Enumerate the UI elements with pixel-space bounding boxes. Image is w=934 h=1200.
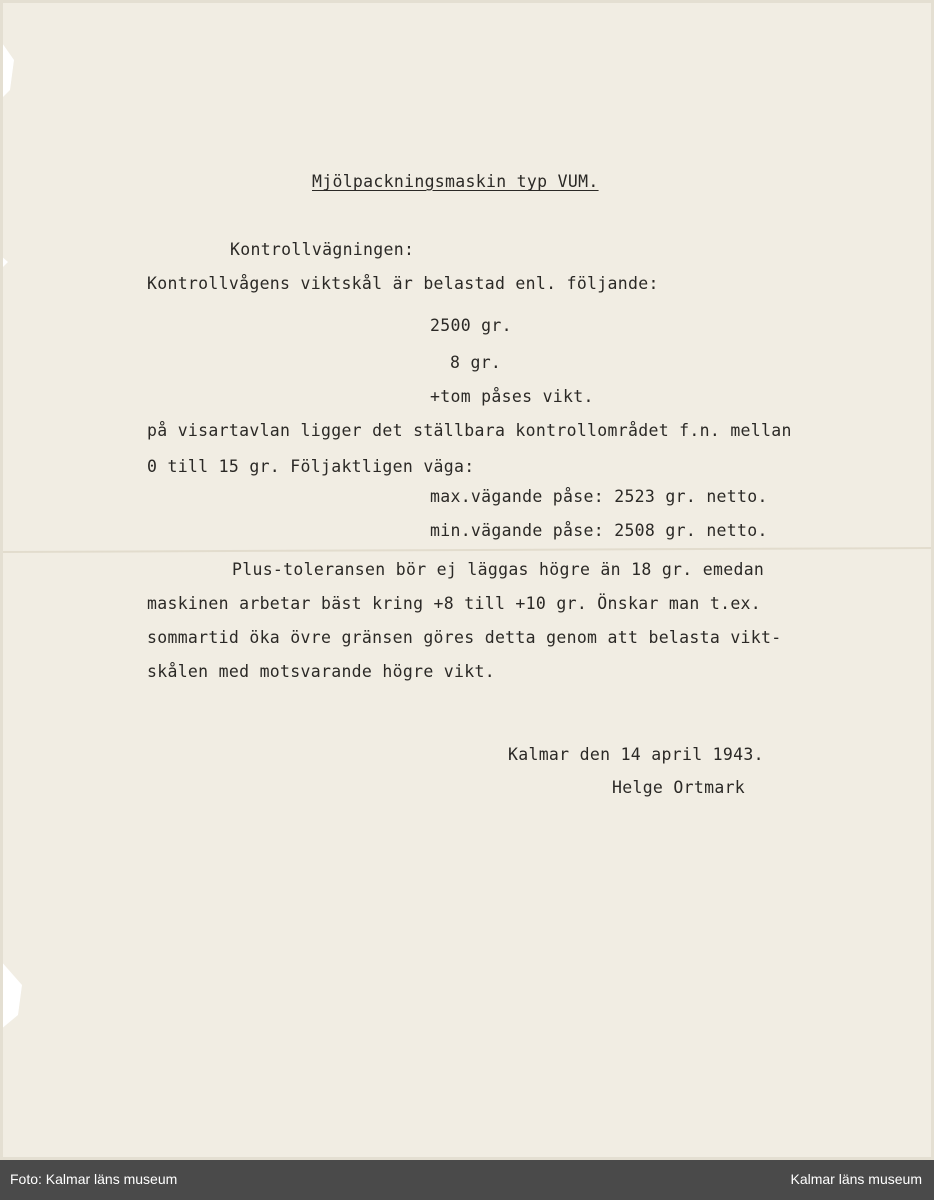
document-title: Mjölpackningsmaskin typ VUM. bbox=[312, 172, 599, 191]
footer-bar bbox=[0, 1160, 934, 1200]
intro-line: Kontrollvågens viktskål är belastad enl. följande: bbox=[147, 274, 659, 293]
torn-edge-bottom bbox=[0, 960, 22, 1030]
photo-credit: Foto: Kalmar läns museum bbox=[10, 1171, 178, 1187]
min-limit-line: min.vägande påse: 2508 gr. netto. bbox=[430, 521, 768, 540]
body-line: sommartid öka övre gränsen göres detta genom att belasta vikt- bbox=[147, 628, 782, 647]
signature-name: Helge Ortmark bbox=[612, 778, 746, 797]
weight-line: 8 gr. bbox=[450, 353, 502, 372]
signature-date: Kalmar den 14 april 1943. bbox=[508, 745, 764, 764]
fold-line bbox=[0, 548, 934, 552]
section-heading: Kontrollvägningen: bbox=[230, 240, 415, 259]
weight-line: 2500 gr. bbox=[430, 316, 512, 335]
body-line: 0 till 15 gr. Följaktligen väga: bbox=[147, 457, 475, 476]
body-line: på visartavlan ligger det ställbara kontrollområdet f.n. mellan bbox=[147, 421, 792, 440]
weight-line: +tom påses vikt. bbox=[430, 387, 594, 406]
body-line: skålen med motsvarande högre vikt. bbox=[147, 662, 495, 681]
museum-name: Kalmar läns museum bbox=[790, 1171, 922, 1187]
max-limit-line: max.vägande påse: 2523 gr. netto. bbox=[430, 487, 768, 506]
body-line: maskinen arbetar bäst kring +8 till +10 gr. Önskar man t.ex. bbox=[147, 594, 762, 613]
body-line: Plus-toleransen bör ej läggas högre än 18 gr. emedan bbox=[232, 560, 765, 579]
